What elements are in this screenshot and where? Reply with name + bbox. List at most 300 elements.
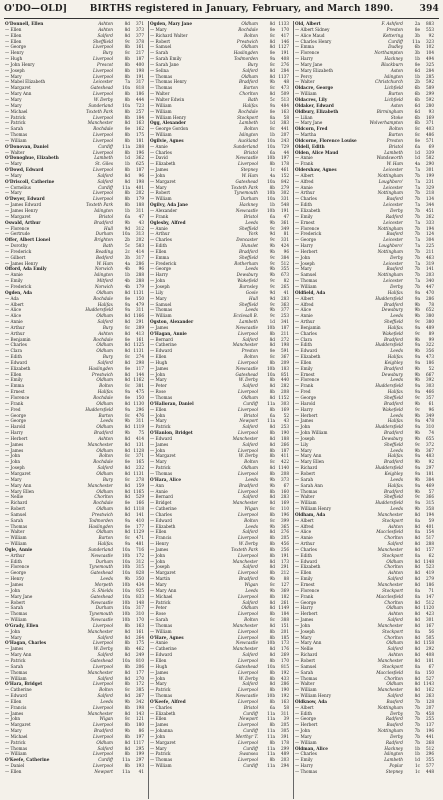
entry-page: 358: [426, 506, 434, 512]
entry-district: Liverpool: [92, 67, 113, 73]
entry-name: — Patrick: [5, 657, 26, 663]
entry-volume: 8b: [269, 722, 275, 728]
entry-name: — Sarah Emily: [150, 56, 182, 62]
entry-district: Liverpool: [237, 161, 258, 167]
entry-name: Oldfield, Ada: [295, 289, 326, 295]
entry-page: 173: [281, 558, 289, 564]
entry-district: Liverpool: [92, 704, 113, 710]
entry-page: 385: [136, 687, 144, 693]
entry-name: — Mary: [150, 184, 167, 190]
entry-name: — Robert: [295, 657, 316, 663]
entry-name: — Ellen: [150, 248, 167, 254]
entry-page: 205: [281, 535, 289, 541]
entry-page: 315: [426, 500, 434, 506]
entry-volume: 9b: [269, 476, 275, 482]
entry-name: — William: [150, 763, 172, 769]
entry-district: Barton: [243, 85, 258, 91]
entry-district: Ashton: [388, 652, 403, 658]
entry-name: — Ernest: [295, 219, 315, 225]
entry-page: 196: [281, 511, 289, 517]
entry-volume: 8d: [414, 611, 420, 617]
entry-district: Leicester: [383, 219, 403, 225]
entry-volume: 9c: [414, 494, 420, 500]
entry-page: 1131: [133, 289, 144, 295]
entry-page: 444: [136, 96, 144, 102]
entry-district: Sheffield: [384, 494, 403, 500]
entry-district: Stockport: [382, 552, 403, 558]
entry-page: 673: [281, 272, 289, 278]
entry-district: Newport: [94, 769, 113, 774]
entry-district: Oldham: [96, 377, 113, 383]
entry-name: — Mary: [5, 172, 22, 178]
entry-district: Bristol: [243, 149, 258, 155]
entry-name: Ogden, Ada: [5, 289, 33, 295]
entry-name: — Gertrude: [5, 231, 30, 237]
entry-name: — Gilbert: [5, 254, 26, 260]
entry-volume: 8d: [124, 628, 130, 634]
entry-volume: 10a: [267, 137, 275, 143]
entry-district: W. Ham: [386, 161, 403, 167]
entry-name: — Charles: [150, 237, 172, 243]
entry-page: 479: [136, 301, 144, 307]
entry-page: 159: [136, 482, 144, 488]
entry-page: 373: [136, 26, 144, 32]
entry-volume: 8b: [269, 669, 275, 675]
entry-district: Dewsbury: [381, 307, 403, 313]
entry-page: 362: [136, 155, 144, 161]
entry-district: Bolton: [244, 126, 258, 132]
entry-page: 96: [283, 248, 289, 254]
entry-volume: 8b: [124, 137, 130, 143]
entry-name: — Mary: [150, 295, 167, 301]
entry-name: — William: [150, 628, 172, 634]
entry-district: W. Derby: [238, 541, 258, 547]
entry-district: Aston: [390, 102, 403, 108]
entry-page: 291: [136, 319, 144, 325]
entry-name: — Florence: [295, 377, 320, 383]
entry-name: — John: [150, 675, 166, 681]
entry-page: 276: [281, 529, 289, 535]
entry-name: — James: [150, 324, 169, 330]
entry-district: Sunderland: [88, 102, 113, 108]
entry-volume: 8b: [269, 757, 275, 763]
entry-volume: 9b: [414, 488, 420, 494]
entry-volume: 4a: [269, 172, 275, 178]
entry-name: Ogg, Alexander: [150, 120, 186, 126]
entry-district: Huddersfield: [85, 307, 113, 313]
entry-page: 187: [281, 447, 289, 453]
entry-volume: 1d: [269, 120, 275, 126]
entry-page: 489: [281, 751, 289, 757]
entry-volume: 8a: [414, 587, 420, 593]
entry-name: — William: [5, 137, 27, 143]
entry-name: — Edith: [150, 243, 167, 249]
entry-name: — Ada: [5, 295, 19, 301]
entry-volume: 8d: [124, 482, 130, 488]
entry-volume: 8d: [414, 681, 420, 687]
entry-name: — Emily: [295, 576, 313, 582]
entry-page: 208: [281, 389, 289, 395]
entry-district: Sheffield: [239, 254, 258, 260]
entry-volume: 4b: [124, 278, 130, 284]
entry-district: Liverpool: [92, 132, 113, 138]
entry-volume: 6b: [414, 85, 420, 91]
entry-name: — Mary: [5, 476, 22, 482]
entry-page: 186: [136, 91, 144, 97]
entry-name: O'Hanlon, Bridget: [150, 430, 193, 436]
entry-district: Sheffield: [239, 225, 258, 231]
entry-page: 388: [281, 617, 289, 623]
entry-volume: 8b: [124, 108, 130, 114]
entry-name: — Charles: [5, 342, 27, 348]
entry-page: 296: [136, 406, 144, 412]
entry-volume: 8c: [269, 506, 275, 512]
entry-name: O'Halloran, Daniel: [150, 400, 194, 406]
entry-name: — John: [5, 453, 21, 459]
entry-name: — Emily: [5, 278, 23, 284]
entry-name: Oldham, Ada: [295, 511, 326, 517]
entry-page: 44: [283, 149, 289, 155]
entry-page: 67: [428, 663, 434, 669]
entry-name: — William: [150, 196, 172, 202]
entry-district: Goole: [245, 289, 258, 295]
entry-page: 411: [281, 453, 289, 459]
entry-volume: 8b: [124, 196, 130, 202]
entry-page: 181: [426, 470, 434, 476]
entry-name: — James: [5, 447, 24, 453]
entry-name: — William: [5, 617, 27, 623]
entry-page: 280: [426, 102, 434, 108]
entry-name: — Mary: [5, 728, 22, 734]
entry-volume: 9b: [124, 698, 130, 704]
entry-page: 589: [426, 85, 434, 91]
entry-volume: 10a: [267, 143, 275, 149]
entry-page: 211: [426, 248, 434, 254]
entry-page: 134: [426, 196, 434, 202]
entry-page: 161: [136, 44, 144, 50]
entry-volume: 8a: [414, 663, 420, 669]
entry-name: Oglesby, Alfred: [150, 219, 186, 225]
entry-page: 810: [136, 657, 144, 663]
register-columns: [4, 21, 439, 799]
entry-page: 217: [136, 50, 144, 56]
entry-volume: 7b: [414, 733, 420, 739]
entry-volume: 9c: [269, 260, 275, 266]
entry-page: 178: [281, 739, 289, 745]
entry-name: O'Hagan, Charles: [5, 640, 47, 646]
entry-volume: 8a: [414, 529, 420, 535]
entry-page: 82: [283, 278, 289, 284]
entry-volume: 8b: [124, 663, 130, 669]
entry-page: 288: [136, 278, 144, 284]
entry-page: 173: [281, 640, 289, 646]
entry-district: Todmorden: [233, 56, 258, 62]
entry-district: Stockport: [382, 517, 403, 523]
entry-district: Bolton: [244, 354, 258, 360]
entry-name: — Edward: [150, 435, 173, 441]
entry-district: Oldham: [96, 739, 113, 745]
page-number: 394: [419, 4, 439, 14]
entry-name: — Catherine: [150, 342, 177, 348]
entry-volume: 8b: [269, 511, 275, 517]
entry-name: — George: [5, 418, 27, 424]
entry-district: Shefflield: [92, 38, 113, 44]
entry-volume: 8d: [414, 570, 420, 576]
entry-district: Newport: [239, 418, 258, 424]
entry-district: Norwich: [94, 266, 113, 272]
entry-district: Newcastle: [90, 599, 113, 605]
entry-volume: 8a: [269, 114, 275, 120]
entry-district: Bolton: [244, 32, 258, 38]
entry-name: — Sarah: [5, 126, 24, 132]
entry-volume: 8d: [124, 330, 130, 336]
entry-volume: 10b: [121, 611, 130, 617]
entry-volume: 5c: [124, 243, 130, 249]
entry-volume: 7a: [414, 237, 420, 243]
entry-page: 391: [281, 733, 289, 739]
entry-page: 193: [136, 763, 144, 769]
entry-district: Liverpool: [92, 44, 113, 50]
entry-name: — Thomas: [295, 769, 318, 774]
entry-volume: 8d: [124, 435, 130, 441]
entry-volume: 8b: [124, 61, 130, 67]
entry-volume: 8b: [124, 132, 130, 138]
entry-name: — Herbert: [295, 611, 318, 617]
page-header: [4, 4, 439, 19]
entry-name: Oldcorn, Fred: [295, 126, 328, 132]
entry-volume: 8d: [124, 120, 130, 126]
entry-page: 198: [281, 342, 289, 348]
entry-district: Manchester: [232, 435, 258, 441]
entry-district: Ashton: [388, 570, 403, 576]
entry-district: Derby: [390, 710, 403, 716]
entry-volume: 8d: [124, 313, 130, 319]
entry-page: 1143: [423, 681, 434, 687]
entry-volume: 9b: [414, 435, 420, 441]
entry-page: 57: [428, 488, 434, 494]
entry-district: W. Ham: [96, 260, 113, 266]
entry-district: Islington: [239, 132, 258, 138]
entry-page: 553: [426, 26, 434, 32]
entry-volume: 8d: [269, 494, 275, 500]
entry-page: 121: [136, 716, 144, 722]
entry-district: Hackney: [384, 56, 403, 62]
entry-volume: 8e: [414, 26, 420, 32]
entry-district: Huddersfield: [375, 465, 403, 471]
entry-volume: 8d: [124, 32, 130, 38]
entry-page: 571: [426, 137, 434, 143]
entry-volume: 7a: [124, 79, 130, 85]
entry-page: 410: [136, 517, 144, 523]
entry-page: 1129: [133, 529, 144, 535]
entry-name: — Elizabeth: [5, 365, 31, 371]
entry-volume: 8d: [124, 506, 130, 512]
entry-page: 166: [136, 500, 144, 506]
entry-district: Huddersfield: [375, 383, 403, 389]
entry-page: 198: [136, 704, 144, 710]
entry-name: — Mary: [5, 190, 22, 196]
entry-page: 279: [281, 184, 289, 190]
entry-district: Manchester: [87, 628, 113, 634]
entry-district: W. Derby: [238, 675, 258, 681]
entry-district: Liverpool: [237, 757, 258, 763]
entry-name: — Annie: [150, 488, 168, 494]
entry-volume: 9d: [269, 231, 275, 237]
entry-name: — Fred: [5, 406, 21, 412]
entry-volume: 9a: [269, 56, 275, 62]
entry-volume: 8b: [269, 359, 275, 365]
entry-name: — Patrick: [150, 465, 171, 471]
entry-name: — Thomas: [5, 523, 28, 529]
entry-district: Northampton: [374, 50, 403, 56]
entry-name: Ogston, Alexander: [150, 319, 194, 325]
entry-name: — Benjamin: [295, 324, 321, 330]
entry-district: Rotherham: [234, 260, 258, 266]
entry-name: — Ellen: [5, 26, 22, 32]
entry-name: — Henry: [5, 50, 24, 56]
entry-volume: 8b: [269, 628, 275, 634]
entry-district: Leeds: [100, 576, 113, 582]
entry-district: Leeds: [245, 266, 258, 272]
entry-page: 175: [136, 132, 144, 138]
entry-page: 1149: [278, 605, 289, 611]
entry-name: — Edith: [5, 354, 22, 360]
entry-district: Liverpool: [237, 389, 258, 395]
entry-name: — Charles: [150, 511, 172, 517]
entry-district: Stockport: [382, 628, 403, 634]
entry-name: — Mary: [5, 73, 22, 79]
entry-district: Tynemouth: [234, 190, 258, 196]
entry-page: 41: [283, 289, 289, 295]
entry-name: — Mary Ellen: [295, 459, 324, 465]
entry-volume: 8c: [124, 324, 130, 330]
entry-district: Newcastle: [90, 617, 113, 623]
entry-volume: 8d: [124, 359, 130, 365]
entry-name: — Mary Ann: [5, 482, 32, 488]
entry-page: 162: [136, 126, 144, 132]
entry-name: — Herbert: [295, 412, 318, 418]
entry-district: Oldham: [241, 21, 258, 26]
entry-district: Tynemouth: [89, 611, 113, 617]
entry-name: — Edith: [295, 710, 312, 716]
entry-volume: 7a: [414, 202, 420, 208]
entry-name: — James: [150, 365, 169, 371]
entry-district: Oldham: [96, 447, 113, 453]
entry-volume: 10a: [122, 587, 130, 593]
entry-name: — William: [295, 687, 317, 693]
entry-volume: 10a: [122, 231, 130, 237]
entry-page: 319: [426, 260, 434, 266]
entry-page: 141: [426, 266, 434, 272]
entry-page: 284: [426, 67, 434, 73]
entry-district: Oldham: [386, 681, 403, 687]
entry-volume: 1b: [269, 132, 275, 138]
entry-volume: 11a: [267, 710, 275, 716]
entry-page: 286: [136, 260, 144, 266]
entry-volume: 10a: [122, 102, 130, 108]
entry-page: 150: [136, 295, 144, 301]
entry-name: Oldbury, Elizabeth: [295, 108, 339, 114]
entry-district: W. Derby: [93, 646, 113, 652]
entry-page: 591: [281, 348, 289, 354]
entry-district: Oldham: [96, 289, 113, 295]
entry-page: 161: [136, 628, 144, 634]
entry-page: 268: [426, 739, 434, 745]
entry-district: Radford: [385, 739, 403, 745]
entry-name: — Martha: [295, 132, 317, 138]
entry-district: Halifax: [97, 389, 113, 395]
entry-volume: 8d: [269, 646, 275, 652]
entry-page: 371: [136, 453, 144, 459]
page-title: BIRTHS registered in January, February, and March 1890.: [89, 4, 394, 14]
entry-district: Salford: [242, 564, 258, 570]
entry-name: — Samuel: [295, 272, 317, 278]
entry-district: St. Giles: [95, 161, 113, 167]
entry-page: 144: [136, 371, 144, 377]
entry-page: 723: [136, 102, 144, 108]
entry-page: 262: [426, 213, 434, 219]
entry-name: — John: [5, 587, 21, 593]
entry-volume: 7a: [414, 243, 420, 249]
entry-page: 191: [281, 208, 289, 213]
entry-page: 419: [426, 570, 434, 576]
entry-volume: 7b: [414, 710, 420, 716]
entry-volume: 8d: [414, 646, 420, 652]
entry-page: 365: [281, 523, 289, 529]
index-range: O'DO—OLD]: [4, 4, 68, 14]
entry-page: 208: [281, 470, 289, 476]
entry-district: Liverpool: [92, 733, 113, 739]
entry-volume: 8b: [124, 91, 130, 97]
entry-volume: 9b: [414, 459, 420, 465]
entry-district: Manchester: [377, 582, 403, 587]
entry-page: 93: [428, 108, 434, 114]
entry-name: Oswald, Arthur: [5, 219, 41, 225]
entry-name: — Thomas: [150, 693, 173, 699]
entry-page: 317: [136, 254, 144, 260]
column-1: [4, 21, 149, 799]
entry-district: Wolverhampton: [369, 120, 403, 126]
entry-name: — Joseph: [150, 283, 170, 289]
entry-page: 380: [426, 319, 434, 325]
entry-district: Rochdale: [93, 459, 113, 465]
entry-page: 256: [281, 546, 289, 552]
entry-page: 342: [136, 698, 144, 704]
entry-name: — Florence: [5, 564, 30, 570]
entry-page: 286: [281, 681, 289, 687]
entry-page: 512: [281, 260, 289, 266]
entry-district: Preston: [241, 348, 258, 354]
entry-volume: 8d: [269, 342, 275, 348]
entry-district: Salford: [242, 652, 258, 658]
entry-volume: 8d: [124, 178, 130, 184]
entry-name: — Patrick: [5, 739, 26, 745]
entry-name: — Walter Edwin: [150, 96, 185, 102]
entry-page: 339: [426, 149, 434, 155]
entry-volume: 8e: [124, 295, 130, 301]
entry-district: Prestwich: [91, 511, 113, 517]
entry-page: 196: [426, 728, 434, 734]
entry-district: Liverpool: [237, 593, 258, 599]
entry-volume: 10a: [122, 657, 130, 663]
entry-name: — James: [150, 546, 169, 552]
entry-volume: 8b: [269, 698, 275, 704]
entry-volume: 8d: [124, 377, 130, 383]
entry-volume: 9b: [414, 476, 420, 482]
entry-page: 288: [136, 272, 144, 278]
entry-volume: 8b: [269, 184, 275, 190]
entry-name: — Robert: [150, 190, 171, 196]
